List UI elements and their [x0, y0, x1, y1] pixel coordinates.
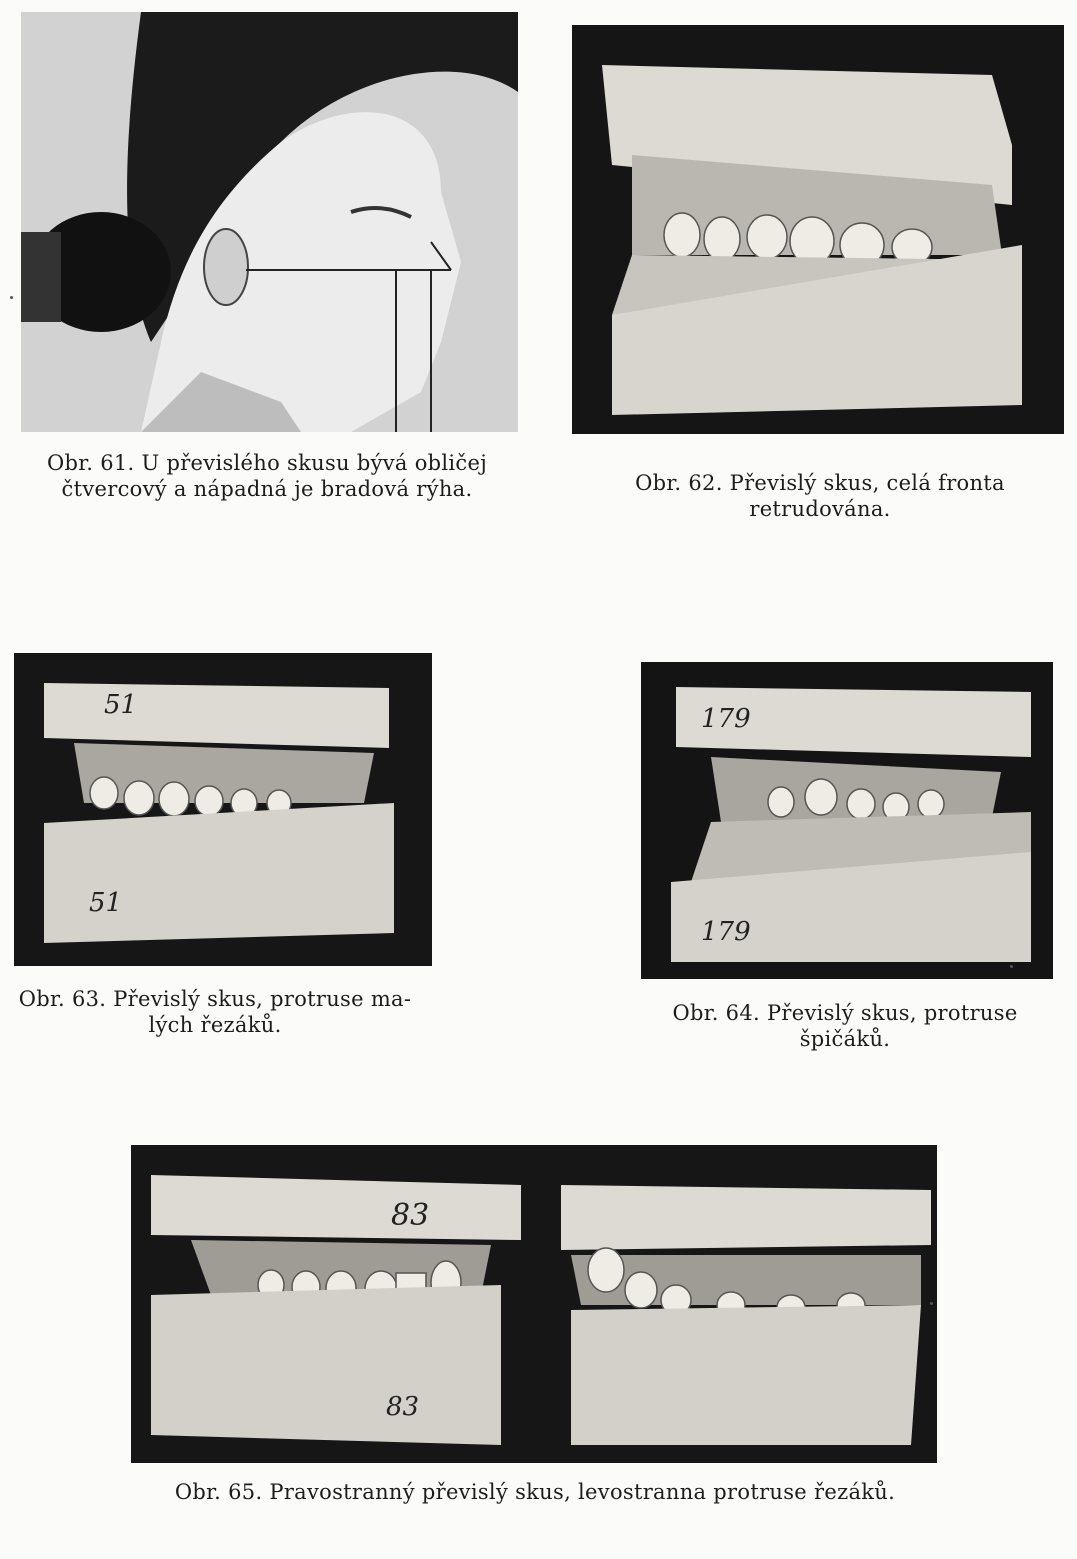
- figure-63-photo: [14, 653, 432, 966]
- caption-line: Obr. 65. Pravostranný převislý skus, levostranna protruse řezáků.: [174, 1480, 896, 1504]
- dental-cast-illustration: [131, 1145, 937, 1463]
- figure-63-caption: [5, 986, 425, 1038]
- dental-cast-illustration: [641, 662, 1053, 979]
- caption-line: čtvercový a nápadná je bradová rýha.: [61, 477, 473, 501]
- figure-61-caption: [18, 450, 516, 502]
- dental-cast-illustration: [572, 25, 1064, 434]
- cast-label: 51: [89, 888, 123, 918]
- cast-label: 83: [386, 1392, 420, 1422]
- print-speck: [930, 1302, 933, 1305]
- caption-line: špičáků.: [799, 1027, 891, 1051]
- figure-64-caption: [640, 1000, 1050, 1052]
- figure-61-photo: [21, 12, 518, 432]
- figure-62-caption: [600, 470, 1040, 522]
- figure-65-caption: [110, 1479, 960, 1505]
- figure-62-photo: [572, 25, 1064, 434]
- face-profile-illustration: [21, 12, 518, 432]
- cast-label: 51: [104, 690, 138, 720]
- cast-label: 83: [391, 1198, 430, 1233]
- print-speck: [10, 296, 13, 299]
- caption-line: retrudována.: [749, 497, 891, 521]
- caption-line: Obr. 62. Převislý skus, celá fronta: [635, 471, 1005, 495]
- figure-65-photo: [131, 1145, 937, 1463]
- print-speck: [1010, 965, 1013, 968]
- figure-64-photo: [641, 662, 1053, 979]
- caption-line: Obr. 64. Převislý skus, protruse: [672, 1001, 1018, 1025]
- caption-line: lých řezáků.: [148, 1013, 282, 1037]
- caption-line: Obr. 63. Převislý skus, protruse ma-: [18, 987, 412, 1011]
- cast-label: 179: [701, 704, 751, 734]
- caption-line: Obr. 61. U převislého skusu bývá obličej: [46, 451, 488, 475]
- cast-label: 179: [701, 917, 751, 947]
- dental-cast-illustration: [14, 653, 432, 966]
